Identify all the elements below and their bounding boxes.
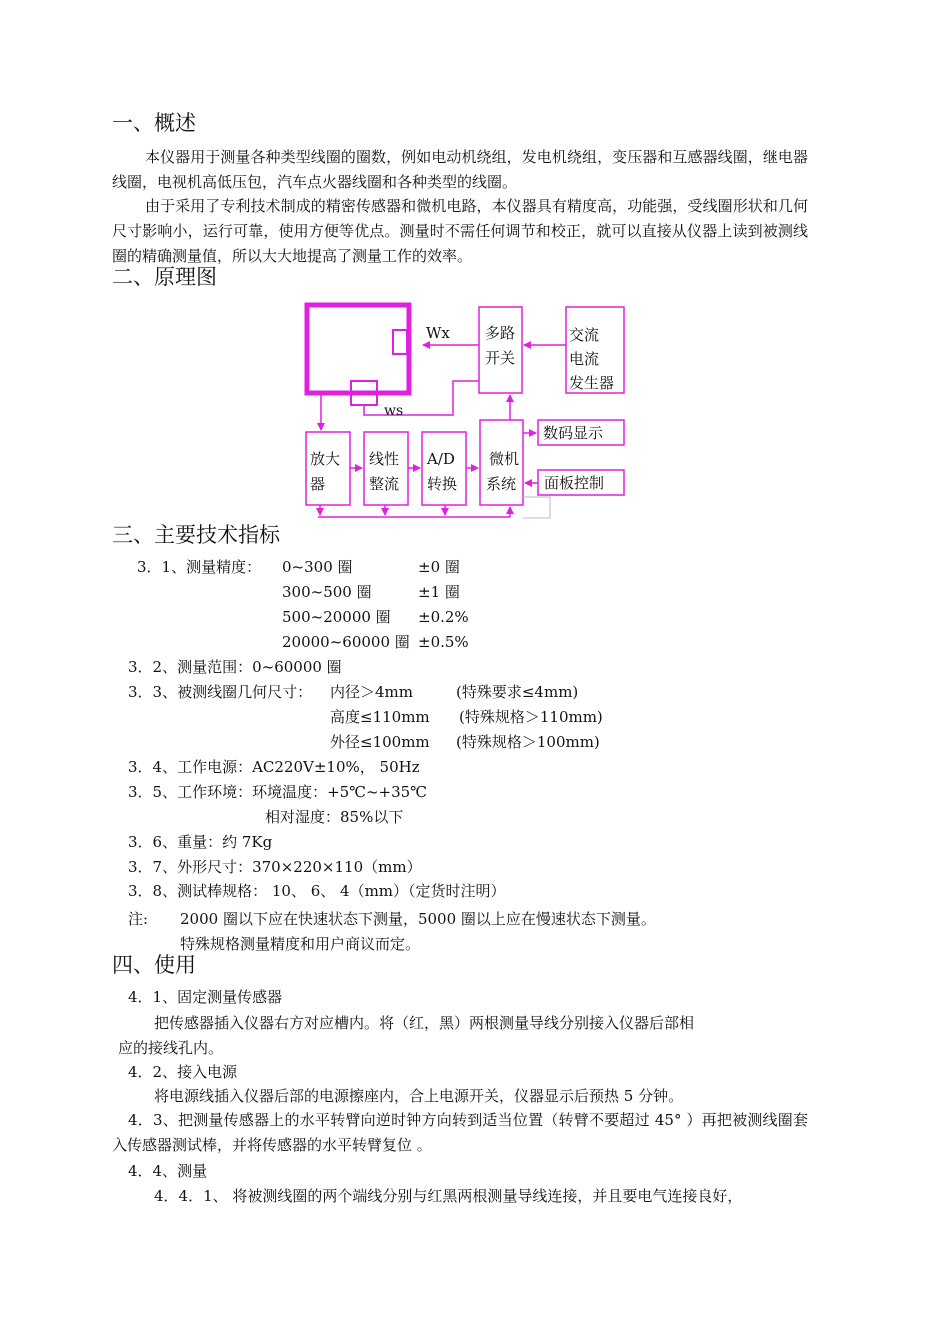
amplifier-label-2: 器 bbox=[310, 475, 326, 493]
amplifier-block bbox=[306, 432, 350, 505]
note-line-2: 特殊规格测量精度和用户商议而定。 bbox=[180, 935, 421, 953]
spec-3-3-label: 3．3、被测线圈几何尺寸： bbox=[128, 683, 313, 701]
usage-4-2: 4．2、接入电源 bbox=[128, 1063, 238, 1081]
adc-label-2: 转换 bbox=[427, 475, 458, 493]
switch-label-1: 多路 bbox=[485, 324, 516, 342]
spec-3-5-humidity: 相对湿度：85%以下 bbox=[265, 808, 404, 826]
spec-3-6: 3．6、重量：约 7Kg bbox=[128, 833, 273, 851]
spec-3-4: 3．4、工作电源：AC220V±10%， 50Hz bbox=[128, 758, 420, 776]
ws-to-switch-line bbox=[364, 381, 479, 415]
adc-label-1: A/D bbox=[427, 450, 455, 468]
size-outer-note: (特殊规格＞100mm) bbox=[456, 733, 600, 751]
size-inner-value: 内径＞4mm bbox=[330, 683, 413, 701]
wx-label: Wx bbox=[426, 324, 450, 342]
spec-3-8: 3．8、测试棒规格： 10、 6、 4（mm）（定货时注明） bbox=[128, 882, 506, 900]
section-title-specs: 三、主要技术指标 bbox=[112, 523, 280, 547]
usage-4-1: 4．1、固定测量传感器 bbox=[128, 988, 283, 1006]
section-title-overview: 一、概述 bbox=[112, 111, 196, 135]
usage-4-1-text-1: 把传感器插入仪器右方对应槽内。将（红，黑）两根测量导线分别接入仪器后部相 bbox=[154, 1014, 695, 1032]
size-height-value: 高度≤110mm bbox=[330, 708, 430, 726]
rectifier-block bbox=[364, 432, 408, 505]
panel-label: 面板控制 bbox=[544, 474, 605, 492]
section-title-schematic: 二、原理图 bbox=[112, 265, 217, 289]
accuracy-error-2: ±1 圈 bbox=[418, 583, 460, 601]
section-title-usage: 四、使用 bbox=[112, 953, 196, 977]
usage-4-1-text-2: 应的接线孔内。 bbox=[118, 1039, 224, 1057]
usage-4-4: 4．4、测量 bbox=[128, 1162, 208, 1180]
accuracy-error-4: ±0.5% bbox=[418, 633, 469, 651]
display-label: 数码显示 bbox=[543, 424, 604, 442]
amplifier-label-1: 放大 bbox=[310, 450, 341, 468]
accuracy-error-3: ±0.2% bbox=[418, 608, 469, 626]
mcu-label-1: 微机 bbox=[489, 450, 520, 468]
generator-label-3: 发生器 bbox=[569, 374, 615, 392]
usage-4-4-1: 4．4．1、 将被测线圈的两个端线分别与红黑两根测量导线连接，并且要电气连接良好， bbox=[154, 1187, 743, 1205]
usage-4-2-text: 将电源线插入仪器后部的电源擦座内，合上电源开关，仪器显示后预热 5 分钟。 bbox=[154, 1087, 684, 1105]
switch-label-2: 开关 bbox=[485, 349, 516, 367]
ws-label: ws bbox=[384, 403, 404, 419]
size-height-note: (特殊规格＞110mm) bbox=[459, 708, 603, 726]
rectifier-label-1: 线性 bbox=[369, 450, 400, 468]
schematic-diagram bbox=[0, 0, 950, 540]
spec-3-5: 3．5、工作环境：环境温度：+5℃~+35℃ bbox=[128, 783, 427, 801]
accuracy-range-4: 20000~60000 圈 bbox=[282, 633, 410, 651]
note-line-1: 2000 圈以下应在快速状态下测量，5000 圈以上应在慢速状态下测量。 bbox=[180, 910, 656, 928]
spec-3-7: 3．7、外形尺寸：370×220×110（mm） bbox=[128, 858, 422, 876]
adc-block bbox=[422, 432, 466, 505]
rectifier-label-2: 整流 bbox=[369, 475, 400, 493]
overview-paragraph-2: 由于采用了专利技术制成的精密传感器和微机电路，本仪器具有精度高，功能强，受线圈形状和几何尺寸影响小，运行可靠，使用方便等优点。测量时不需任何调节和校正，就可以直接从仪器上读到被测线圈的精确测量值，所以大大地提高了测量工作的效率。 bbox=[112, 197, 808, 265]
usage-4-3: 4．3、把测量传感器上的水平转臂向逆时钟方向转到适当位置（转臂不要超过 45° ）再把被测线圈套入传感器测试棒，并将传感器的水平转臂复位 。 bbox=[112, 1111, 808, 1154]
wx-sensor bbox=[393, 330, 407, 354]
size-inner-note: (特殊要求≤4mm) bbox=[456, 683, 579, 701]
spec-3-1-label: 3．1、测量精度： bbox=[137, 558, 262, 576]
spec-3-2: 3．2、测量范围：0~60000 圈 bbox=[128, 658, 342, 676]
accuracy-range-2: 300~500 圈 bbox=[282, 583, 372, 601]
overview-paragraph-1: 本仪器用于测量各种类型线圈的圈数，例如电动机绕组，发电机绕组，变压器和互感器线圈，继电器线圈，电视机高低压包，汽车点火器线圈和各种类型的线圈。 bbox=[112, 148, 808, 191]
accuracy-error-1: ±0 圈 bbox=[418, 558, 460, 576]
accuracy-range-3: 500~20000 圈 bbox=[282, 608, 391, 626]
note-label: 注: bbox=[128, 910, 149, 928]
generator-label-1: 交流 bbox=[569, 326, 600, 344]
generator-label-2: 电流 bbox=[569, 350, 600, 368]
accuracy-range-1: 0~300 圈 bbox=[282, 558, 353, 576]
size-outer-value: 外径≤100mm bbox=[330, 733, 430, 751]
mcu-label-2: 系统 bbox=[486, 475, 517, 493]
